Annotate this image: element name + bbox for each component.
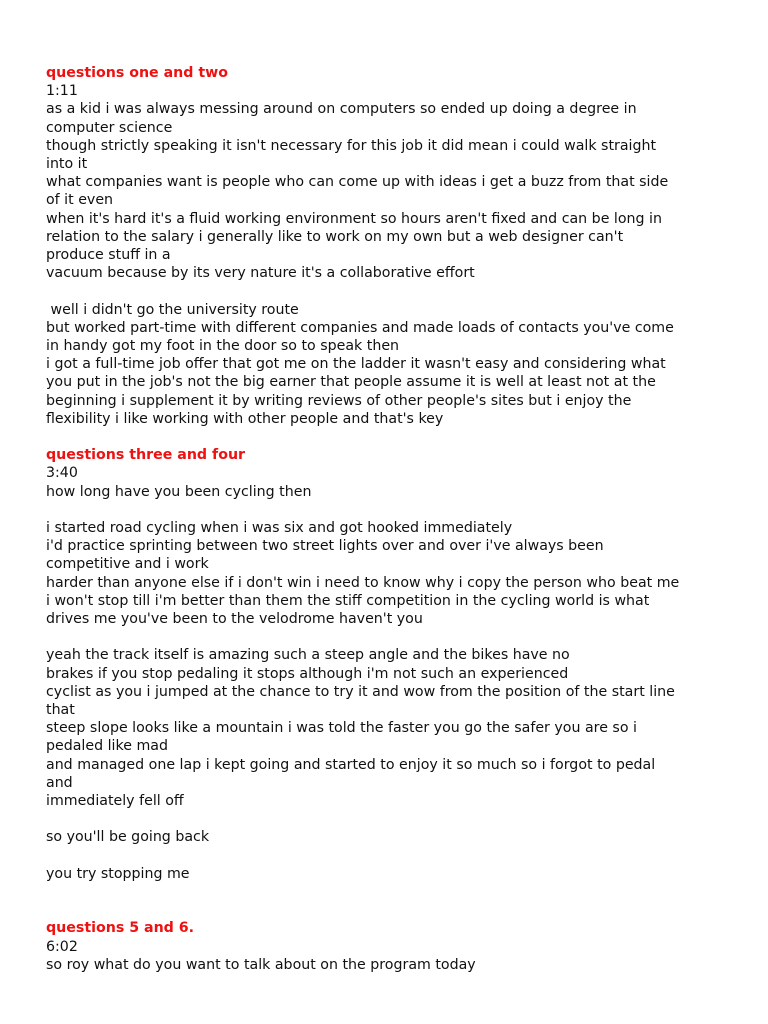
document-body bbox=[46, 64, 736, 974]
section-heading: questions three and four bbox=[46, 447, 246, 464]
transcript-line: cyclist as you i jumped at the chance to try it and wow from the position of the start line bbox=[46, 683, 675, 700]
transcript-line: of it even bbox=[46, 192, 114, 209]
blank-line bbox=[46, 282, 736, 300]
section-heading: questions 5 and 6. bbox=[46, 920, 195, 937]
transcript-line: how long have you been cycling then bbox=[46, 483, 312, 500]
transcript-line: computer science bbox=[46, 119, 173, 136]
transcript-line: yeah the track itself is amazing such a steep angle and the bikes have no bbox=[46, 647, 570, 664]
transcript-line: i started road cycling when i was six and got hooked immediately bbox=[46, 520, 513, 537]
timestamp: 6:02 bbox=[46, 938, 78, 955]
transcript-line: in handy got my foot in the door so to speak then bbox=[46, 338, 400, 355]
transcript-line: i'd practice sprinting between two street lights over and over i've always been bbox=[46, 538, 604, 555]
blank-line bbox=[46, 883, 736, 901]
transcript-line: but worked part-time with different companies and made loads of contacts you've come bbox=[46, 319, 674, 336]
transcript-line: beginning i supplement it by writing reviews of other people's sites but i enjoy the bbox=[46, 392, 632, 409]
timestamp: 3:40 bbox=[46, 465, 78, 482]
transcript-line: relation to the salary i generally like to work on my own but a web designer can't bbox=[46, 228, 624, 245]
transcript-line: as a kid i was always messing around on computers so ended up doing a degree in bbox=[46, 101, 637, 118]
transcript-line: you try stopping me bbox=[46, 865, 190, 882]
section-questions-three-four bbox=[46, 446, 736, 919]
transcript-line: pedaled like mad bbox=[46, 738, 168, 755]
transcript-line: brakes if you stop pedaling it stops although i'm not such an experienced bbox=[46, 665, 569, 682]
transcript-line: immediately fell off bbox=[46, 793, 184, 810]
blank-line bbox=[46, 501, 736, 519]
blank-line bbox=[46, 810, 736, 828]
blank-line bbox=[46, 847, 736, 865]
timestamp: 1:11 bbox=[46, 83, 78, 100]
transcript-line: produce stuff in a bbox=[46, 247, 171, 264]
transcript-line: steep slope looks like a mountain i was told the faster you go the safer you are so i bbox=[46, 720, 637, 737]
blank-line bbox=[46, 628, 736, 646]
transcript-line: and bbox=[46, 774, 73, 791]
transcript-line: into it bbox=[46, 156, 88, 173]
transcript-line: flexibility i like working with other people and that's key bbox=[46, 410, 444, 427]
transcript-line: and managed one lap i kept going and started to enjoy it so much so i forgot to pedal bbox=[46, 756, 656, 773]
transcript-line: though strictly speaking it isn't necessary for this job it did mean i could walk straight bbox=[46, 137, 657, 154]
transcript-line: so roy what do you want to talk about on the program today bbox=[46, 956, 476, 973]
transcript-line: you put in the job's not the big earner that people assume it is well at least not at the bbox=[46, 374, 656, 391]
transcript-line: when it's hard it's a fluid working environment so hours aren't fixed and can be long in bbox=[46, 210, 662, 227]
section-questions-one-two bbox=[46, 64, 736, 446]
blank-line bbox=[46, 901, 736, 919]
transcript-line: harder than anyone else if i don't win i need to know why i copy the person who beat me bbox=[46, 574, 680, 591]
section-heading: questions one and two bbox=[46, 65, 229, 81]
transcript-line: competitive and i work bbox=[46, 556, 209, 573]
blank-line bbox=[46, 428, 736, 446]
transcript-line: well i didn't go the university route bbox=[46, 301, 299, 318]
transcript-line: so you'll be going back bbox=[46, 829, 210, 846]
transcript-line: i won't stop till i'm better than them the stiff competition in the cycling world is what bbox=[46, 592, 650, 609]
transcript-line: vacuum because by its very nature it's a collaborative effort bbox=[46, 265, 475, 282]
section-questions-5-6 bbox=[46, 919, 736, 974]
transcript-line: drives me you've been to the velodrome haven't you bbox=[46, 611, 423, 628]
transcript-line: that bbox=[46, 702, 75, 719]
transcript-line: i got a full-time job offer that got me on the ladder it wasn't easy and considering what bbox=[46, 356, 666, 373]
transcript-line: what companies want is people who can come up with ideas i get a buzz from that side bbox=[46, 174, 669, 191]
